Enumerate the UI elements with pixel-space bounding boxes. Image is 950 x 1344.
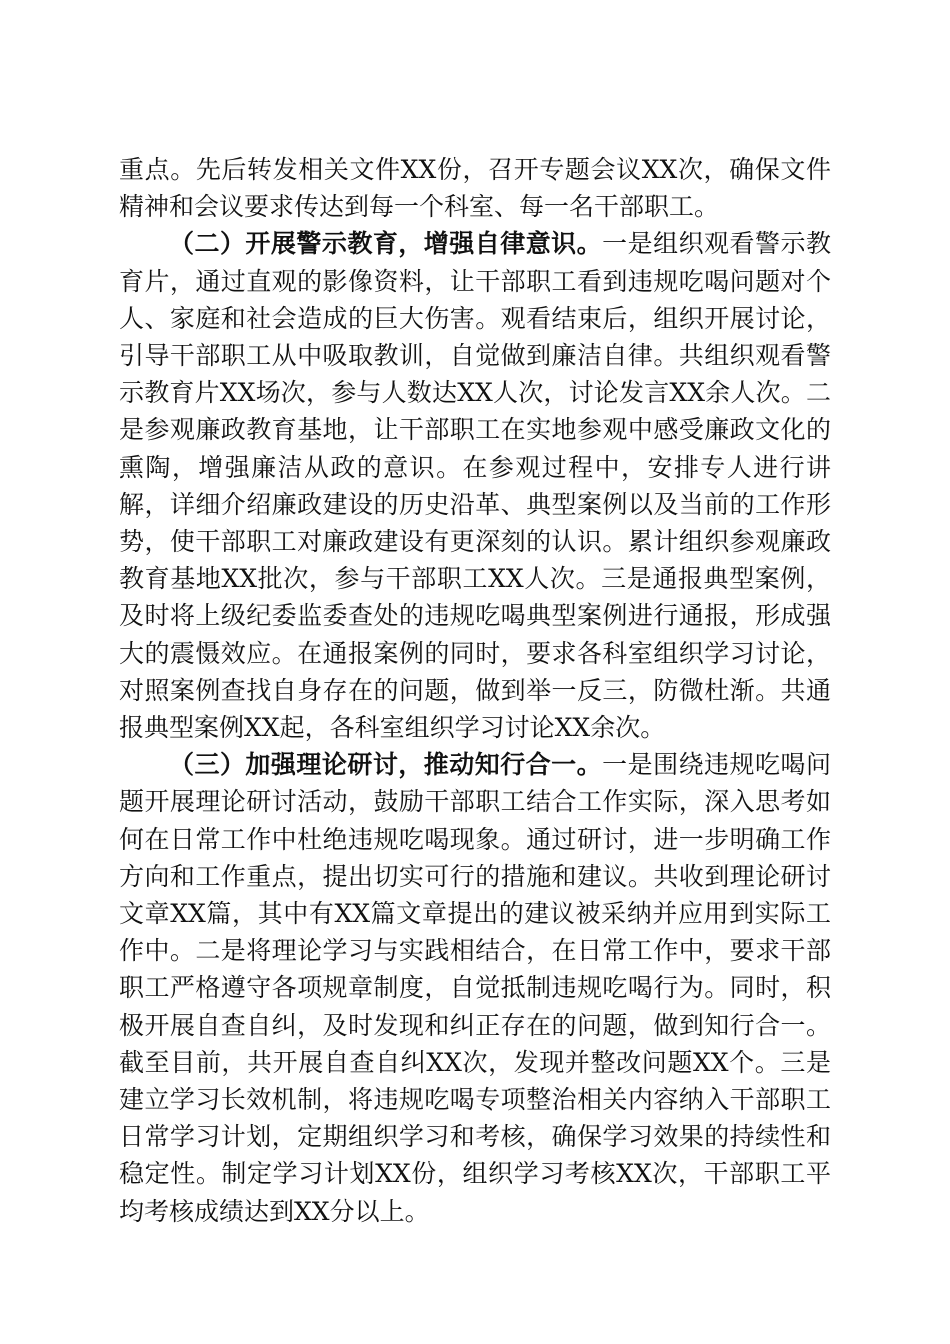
paragraph-section-2 bbox=[119, 225, 831, 746]
section-heading: （三）加强理论研讨，推动知行合一。 bbox=[169, 750, 603, 780]
paragraph-body: 一是组织观看警示教育片，通过直观的影像资料，让干部职工看到违规吃喝问题对个人、家庭和社会造成的巨大伤害。观看结束后，组织开展讨论，引导干部职工从中吸取教训，自觉做到廉洁自律。共组织观看警示教育片XX场次，参与人数达XX人次，讨论发言XX余人次。二是参观廉政教育基地，让干部职工在实地参观中感受廉政文化的熏陶，增强廉洁从政的意识。在参观过程中，安排专人进行讲解，详细介绍廉政建设的历史沿革、典型案例以及当前的工作形势，使干部职工对廉政建设有更深刻的认识。累计组织参观廉政教育基地XX批次，参与干部职工XX人次。三是通报典型案例，及时将上级纪委监委查处的违规吃喝典型案例进行通报，形成强大的震慑效应。在通报案例的同时，要求各科室组织学习讨论，对照案例查找自身存在的问题，做到举一反三，防微杜渐。共通报典型案例XX起，各科室组织学习讨论XX余次。 bbox=[119, 229, 831, 743]
paragraph-section-3 bbox=[119, 746, 831, 1230]
paragraph-continuation bbox=[119, 151, 831, 225]
document-body bbox=[119, 151, 831, 1230]
section-heading: （二）开展警示教育，增强自律意识。 bbox=[169, 229, 603, 259]
paragraph-body: 一是围绕违规吃喝问题开展理论研讨活动，鼓励干部职工结合工作实际，深入思考如何在日常工作中杜绝违规吃喝现象。通过研讨，进一步明确工作方向和工作重点，提出切实可行的措施和建议。共收到理论研讨文章XX篇，其中有XX篇文章提出的建议被采纳并应用到实际工作中。二是将理论学习与实践相结合，在日常工作中，要求干部职工严格遵守各项规章制度，自觉抵制违规吃喝行为。同时，积极开展自查自纠，及时发现和纠正存在的问题，做到知行合一。截至目前，共开展自查自纠XX次，发现并整改问题XX个。三是建立学习长效机制，将违规吃喝专项整治相关内容纳入干部职工日常学习计划，定期组织学习和考核，确保学习效果的持续性和稳定性。制定学习计划XX份，组织学习考核XX次，干部职工平均考核成绩达到XX分以上。 bbox=[119, 750, 831, 1226]
paragraph-body: 重点。先后转发相关文件XX份，召开专题会议XX次，确保文件精神和会议要求传达到每一个科室、每一名干部职工。 bbox=[119, 155, 831, 222]
